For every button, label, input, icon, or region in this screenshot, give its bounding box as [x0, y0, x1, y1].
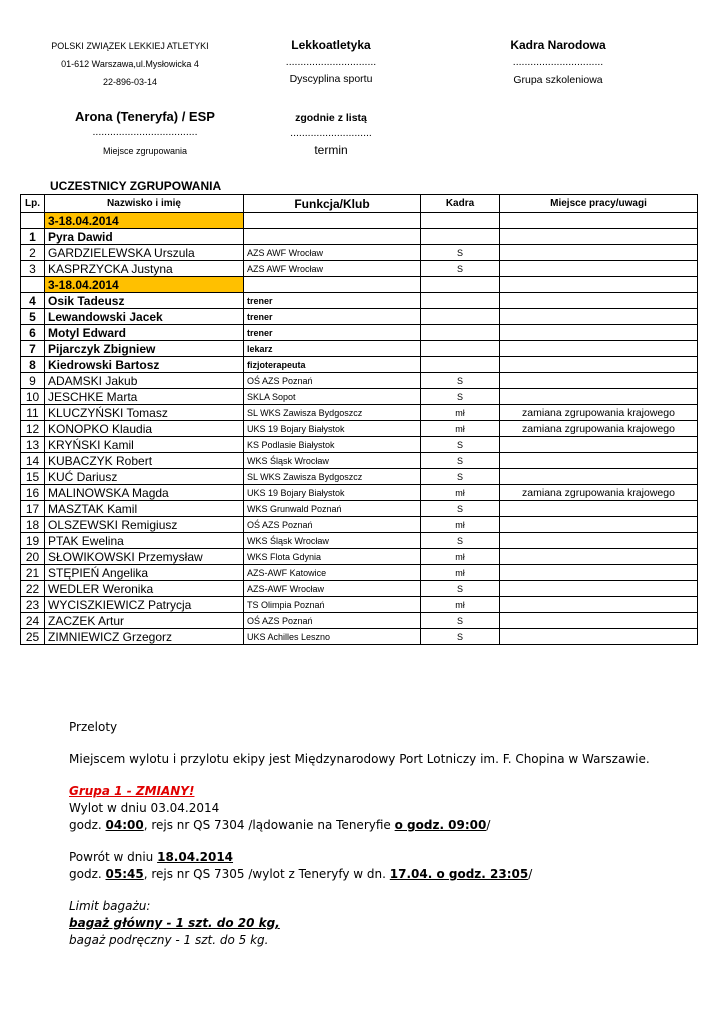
row-name: SŁOWIKOWSKI Przemysław — [45, 549, 244, 565]
row-kadra: mł — [421, 597, 500, 613]
row-lp — [21, 277, 45, 293]
row-lp: 24 — [21, 613, 45, 629]
table-row — [21, 373, 698, 389]
col-name: Nazwisko i imię — [45, 195, 244, 213]
row-name: STĘPIEŃ Angelika — [45, 565, 244, 581]
row-lp: 23 — [21, 597, 45, 613]
row-uwagi: zamiana zgrupowania krajowego — [500, 405, 698, 421]
row-lp: 11 — [21, 405, 45, 421]
col-kadra: Kadra — [421, 195, 500, 213]
table-row — [21, 405, 698, 421]
row-club: WKS Śląsk Wrocław — [244, 533, 421, 549]
org-name: POLSKI ZWIĄZEK LEKKIEJ ATLETYKI — [51, 41, 209, 51]
table-row — [21, 421, 698, 437]
row-kadra: mł — [421, 565, 500, 581]
ret-end: / — [528, 867, 533, 881]
table-row — [21, 549, 698, 565]
row-name: Pyra Dawid — [45, 229, 244, 245]
row-uwagi — [500, 229, 698, 245]
row-uwagi: zamiana zgrupowania krajowego — [500, 485, 698, 501]
row-kadra — [421, 325, 500, 341]
row-name: Pijarczyk Zbigniew — [45, 341, 244, 357]
row-kadra: S — [421, 613, 500, 629]
col-club: Funkcja/Klub — [244, 195, 421, 213]
row-uwagi — [500, 501, 698, 517]
table-row — [21, 629, 698, 645]
row-uwagi — [500, 277, 698, 293]
row-kadra: S — [421, 245, 500, 261]
row-lp: 12 — [21, 421, 45, 437]
row-kadra: S — [421, 581, 500, 597]
row-uwagi — [500, 389, 698, 405]
table-row — [21, 229, 698, 245]
row-lp: 14 — [21, 453, 45, 469]
roster-table — [20, 194, 698, 645]
row-uwagi — [500, 309, 698, 325]
col-lp: Lp. — [21, 195, 45, 213]
table-row — [21, 293, 698, 309]
dep-time: 04:00 — [105, 818, 144, 832]
return-date-value: 18.04.2014 — [157, 850, 234, 864]
row-club: UKS 19 Bojary Białystok — [244, 485, 421, 501]
row-club: TS Olimpia Poznań — [244, 597, 421, 613]
row-kadra — [421, 341, 500, 357]
row-name: MASZTAK Kamil — [45, 501, 244, 517]
row-club: WKS Śląsk Wrocław — [244, 453, 421, 469]
row-uwagi — [500, 533, 698, 549]
row-lp: 25 — [21, 629, 45, 645]
row-uwagi — [500, 469, 698, 485]
row-lp: 16 — [21, 485, 45, 501]
row-uwagi — [500, 213, 698, 229]
row-club: OŚ AZS Poznań — [244, 517, 421, 533]
row-lp: 13 — [21, 437, 45, 453]
org-address: 01-612 Warszawa,ul.Mysłowicka 4 — [61, 59, 199, 69]
row-kadra: S — [421, 437, 500, 453]
baggage-main: bagaż główny - 1 szt. do 20 kg, — [69, 916, 280, 930]
row-uwagi — [500, 437, 698, 453]
row-club: OŚ AZS Poznań — [244, 373, 421, 389]
table-row — [21, 325, 698, 341]
row-club: fizjoterapeuta — [244, 357, 421, 373]
table-row — [21, 469, 698, 485]
row-lp: 4 — [21, 293, 45, 309]
row-club: AZS AWF Wrocław — [244, 261, 421, 277]
row-kadra — [421, 357, 500, 373]
row-lp: 7 — [21, 341, 45, 357]
row-name: JESCHKE Marta — [45, 389, 244, 405]
row-kadra: S — [421, 469, 500, 485]
row-kadra: S — [421, 389, 500, 405]
table-row — [21, 309, 698, 325]
row-name: OLSZEWSKI Remigiusz — [45, 517, 244, 533]
discipline-label: Dyscyplina sportu — [289, 73, 373, 85]
row-kadra — [421, 293, 500, 309]
row-kadra: S — [421, 453, 500, 469]
row-name: KASPRZYCKA Justyna — [45, 261, 244, 277]
row-kadra: S — [421, 373, 500, 389]
row-name: KUĆ Dariusz — [45, 469, 244, 485]
row-kadra: mł — [421, 405, 500, 421]
dep-end: / — [486, 818, 491, 832]
row-uwagi — [500, 597, 698, 613]
row-name: 3-18.04.2014 — [45, 277, 244, 293]
row-club: UKS 19 Bojary Białystok — [244, 421, 421, 437]
row-lp — [21, 213, 45, 229]
return-details — [69, 867, 532, 881]
row-club: AZS AWF Wrocław — [244, 245, 421, 261]
row-uwagi — [500, 341, 698, 357]
roster-body — [21, 213, 698, 645]
row-club: OŚ AZS Poznań — [244, 613, 421, 629]
departure-date: Wylot w dniu 03.04.2014 — [69, 801, 220, 815]
place-name: Arona (Teneryfa) / ESP — [75, 109, 215, 124]
row-name: ADAMSKI Jakub — [45, 373, 244, 389]
row-club: AZS-AWF Wrocław — [244, 581, 421, 597]
table-row — [21, 485, 698, 501]
row-kadra: S — [421, 629, 500, 645]
table-row — [21, 533, 698, 549]
ret-takeoff: 17.04. o godz. 23:05 — [389, 867, 529, 881]
row-club: trener — [244, 293, 421, 309]
table-row — [21, 389, 698, 405]
row-club — [244, 277, 421, 293]
row-name: Lewandowski Jacek — [45, 309, 244, 325]
row-kadra: mł — [421, 549, 500, 565]
row-club: UKS Achilles Leszno — [244, 629, 421, 645]
row-lp: 21 — [21, 565, 45, 581]
row-kadra — [421, 213, 500, 229]
term-dots: ............................ — [290, 127, 372, 139]
row-lp: 19 — [21, 533, 45, 549]
table-row — [21, 341, 698, 357]
row-uwagi: zamiana zgrupowania krajowego — [500, 421, 698, 437]
dep-landing: o godz. 09:00 — [394, 818, 487, 832]
baggage-hand: bagaż podręczny - 1 szt. do 5 kg. — [69, 933, 269, 947]
org-phone: 22-896-03-14 — [102, 77, 158, 87]
row-uwagi — [500, 453, 698, 469]
place-dots: .................................... — [92, 126, 198, 138]
row-kadra: S — [421, 533, 500, 549]
return-date — [69, 850, 233, 864]
discipline: Lekkoatletyka — [291, 38, 371, 52]
row-lp: 8 — [21, 357, 45, 373]
discipline-dots: ............................... — [285, 56, 377, 68]
row-club: SL WKS Zawisza Bydgoszcz — [244, 469, 421, 485]
table-row — [21, 517, 698, 533]
row-name: WYCISZKIEWICZ Patrycja — [45, 597, 244, 613]
row-club — [244, 213, 421, 229]
row-lp: 3 — [21, 261, 45, 277]
term-value: zgodnie z listą — [295, 112, 367, 124]
roster-header-row — [21, 195, 698, 213]
section-row — [21, 277, 698, 293]
table-row — [21, 597, 698, 613]
group-change-title: Grupa 1 - ZMIANY! — [69, 784, 195, 798]
col-uwagi: Miejsce pracy/uwagi — [500, 195, 698, 213]
row-name: PTAK Ewelina — [45, 533, 244, 549]
row-uwagi — [500, 261, 698, 277]
table-row — [21, 357, 698, 373]
row-uwagi — [500, 565, 698, 581]
row-uwagi — [500, 325, 698, 341]
row-name: 3-18.04.2014 — [45, 213, 244, 229]
term-label: termin — [314, 143, 348, 157]
row-club — [244, 229, 421, 245]
row-lp: 18 — [21, 517, 45, 533]
row-name: Kiedrowski Bartosz — [45, 357, 244, 373]
flights-intro: Miejscem wylotu i przylotu ekipy jest Międzynarodowy Port Lotniczy im. F. Chopina w Warszawie. — [69, 752, 650, 766]
row-name: ZIMNIEWICZ Grzegorz — [45, 629, 244, 645]
row-name: KRYŃSKI Kamil — [45, 437, 244, 453]
row-kadra — [421, 309, 500, 325]
ret-mid: , rejs nr QS 7305 /wylot z Teneryfy w dn. — [143, 867, 390, 881]
row-kadra: mł — [421, 421, 500, 437]
row-lp: 2 — [21, 245, 45, 261]
table-row — [21, 501, 698, 517]
row-lp: 15 — [21, 469, 45, 485]
row-club: WKS Grunwald Poznań — [244, 501, 421, 517]
baggage-title: Limit bagażu: — [69, 899, 151, 913]
row-name: Motyl Edward — [45, 325, 244, 341]
table-row — [21, 245, 698, 261]
row-lp: 22 — [21, 581, 45, 597]
return-prefix: Powrót w dniu — [69, 850, 158, 864]
row-name: Osik Tadeusz — [45, 293, 244, 309]
row-club: SL WKS Zawisza Bydgoszcz — [244, 405, 421, 421]
flights-heading: Przeloty — [69, 720, 118, 734]
row-uwagi — [500, 357, 698, 373]
row-name: WEDLER Weronika — [45, 581, 244, 597]
table-row — [21, 565, 698, 581]
section-row — [21, 213, 698, 229]
row-lp: 1 — [21, 229, 45, 245]
table-row — [21, 453, 698, 469]
row-name: MALINOWSKA Magda — [45, 485, 244, 501]
row-uwagi — [500, 581, 698, 597]
row-lp: 17 — [21, 501, 45, 517]
row-club: SKLA Sopot — [244, 389, 421, 405]
row-kadra — [421, 229, 500, 245]
row-uwagi — [500, 613, 698, 629]
row-uwagi — [500, 629, 698, 645]
row-club: AZS-AWF Katowice — [244, 565, 421, 581]
row-uwagi — [500, 549, 698, 565]
row-club: trener — [244, 309, 421, 325]
row-name: ZACZEK Artur — [45, 613, 244, 629]
dep-prefix: godz. — [69, 818, 106, 832]
row-club: trener — [244, 325, 421, 341]
row-lp: 20 — [21, 549, 45, 565]
row-name: GARDZIELEWSKA Urszula — [45, 245, 244, 261]
row-kadra: mł — [421, 517, 500, 533]
row-club: WKS Flota Gdynia — [244, 549, 421, 565]
table-row — [21, 613, 698, 629]
row-uwagi — [500, 245, 698, 261]
ret-prefix: godz. — [69, 867, 106, 881]
ret-time: 05:45 — [105, 867, 144, 881]
table-row — [21, 437, 698, 453]
table-row — [21, 581, 698, 597]
row-lp: 6 — [21, 325, 45, 341]
row-name: KLUCZYŃSKI Tomasz — [45, 405, 244, 421]
row-uwagi — [500, 293, 698, 309]
row-kadra: S — [421, 261, 500, 277]
row-uwagi — [500, 517, 698, 533]
row-lp: 10 — [21, 389, 45, 405]
row-club: lekarz — [244, 341, 421, 357]
row-lp: 9 — [21, 373, 45, 389]
group-label: Grupa szkoleniowa — [513, 74, 603, 86]
row-club: KS Podlasie Białystok — [244, 437, 421, 453]
dep-mid: , rejs nr QS 7304 /lądowanie na Teneryfie — [143, 818, 395, 832]
row-kadra — [421, 277, 500, 293]
row-kadra: S — [421, 501, 500, 517]
row-lp: 5 — [21, 309, 45, 325]
group-name: Kadra Narodowa — [510, 38, 606, 52]
table-row — [21, 261, 698, 277]
row-kadra: mł — [421, 485, 500, 501]
row-name: KUBACZYK Robert — [45, 453, 244, 469]
row-name: KONOPKO Klaudia — [45, 421, 244, 437]
group-dots: ............................... — [512, 56, 604, 68]
row-uwagi — [500, 373, 698, 389]
departure-details — [69, 818, 490, 832]
place-label: Miejsce zgrupowania — [102, 146, 188, 156]
roster-title: UCZESTNICY ZGRUPOWANIA — [50, 179, 222, 193]
